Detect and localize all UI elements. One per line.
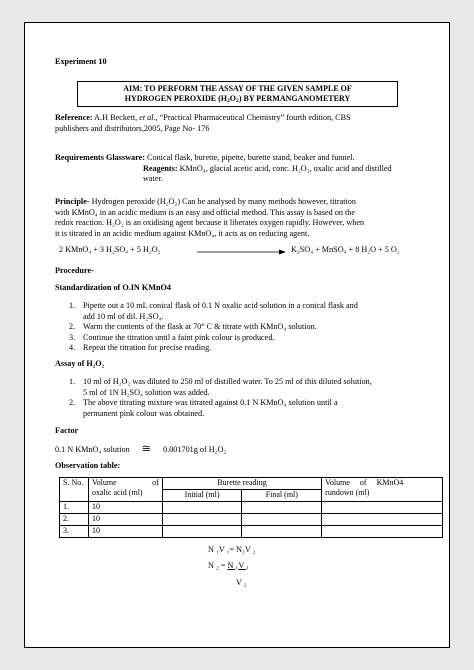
list-item: 2. Warm the contents of the flask at 70° C & titrate with KMnO₄ solution. [69, 322, 317, 331]
aim-line-1: AIM: TO PERFORM THE ASSAY OF THE GIVEN SAMPLE OF [123, 84, 352, 93]
assay-heading: Assay of H₂O₂ [55, 359, 105, 368]
header-volume: Volume of oxalic acid (ml) [88, 478, 162, 502]
factor-line: 0.1 N KMnO₄ solution ≅ 0.001701g of H₂O₂ [55, 443, 227, 455]
header-sno: S. No. [60, 478, 89, 502]
aim-box [77, 81, 398, 107]
assay-steps [69, 377, 439, 419]
list-item: 2. The above titrating mixture was titrated against 0.1 N KMnO₄ solution until a permanent pink colour was obtained. [69, 398, 338, 418]
table-row: 2. 10 [60, 514, 443, 526]
formula-line-1: N ₁V ₁= N₂V ₂ [208, 545, 256, 554]
formula-denominator: V ₂ [236, 578, 247, 587]
procedure-heading: Procedure- [55, 266, 94, 275]
table-header-row [60, 478, 443, 490]
table-row: 3. 10 [60, 526, 443, 538]
aim-line-2: HYDROGEN PEROXIDE $(H_2O_2)$ BY PERMANGANOMETERY [124, 94, 351, 104]
list-item: 1. 10 ml of H₂O₂ was diluted to 250 ml of distilled water. To 25 ml of this diluted solution, 5 ml of 1N H₂SO₄ solution was added. [69, 377, 372, 397]
factor-heading: Factor [55, 426, 79, 435]
list-item: 4. Repeat the titration for precise reading. [69, 343, 212, 352]
reference: Reference: A.H Beckett, et al., “Practical Pharmaceutical Chemistry” fourth edition, CBS publishers and distributors,2005, Page No- 176 [55, 113, 351, 133]
header-burette-reading: Burette reading [162, 478, 321, 490]
header-final: Final (ml) [242, 490, 322, 502]
document-page [24, 22, 450, 648]
list-item: 3. Continue the titration until a faint pink colour is produced. [69, 332, 275, 342]
observation-table [59, 477, 443, 538]
standardization-heading: Standardization of O.IN KMnO4 [55, 283, 172, 292]
standardization-steps [69, 301, 439, 354]
list-item: 1. Pipette out a 10 mL conical flask of 0.1 N oxalic acid solution in a conical flask and add 10 ml of dil. H₂SO₄. [69, 301, 358, 321]
experiment-heading: Experiment 10 [55, 57, 107, 66]
header-kmno4-volume: Volume of KMnO4 rundown (ml) [322, 478, 443, 502]
formula-line-2: N ₂ = N ₁V ₁ [208, 561, 250, 570]
requirements: Requirements Glassware: Conical flask, burette, pipette, burette stand, beaker and funnel. Reagents: KMnO₄, glacial acetic acid, conc. H₂O₂, oxalic acid and distilled water. [55, 153, 392, 183]
header-initial: Initial (ml) [162, 490, 242, 502]
observation-heading: Observation table: [55, 461, 121, 470]
reaction-arrow-icon [197, 249, 287, 255]
reaction-equation: 2 KMnO₄ + 3 H₂SO₄ + 5 H₂O₂ K₂SO₄ + MnSO₄ + 8 H₂O + 5 O₂ [59, 245, 400, 254]
principle: Principle- Hydrogen peroxide (H₂O₂) Can be analysed by many methods however, titration with KMnO₄ in an acidic medium is an easy and official method. This assay is based on the redox reaction. H₂O₂ is an oxidising agent because it liberates oxygen rapidly. However, when it is titrated in an acidic medium against KMnO₄, it acts as on reducing agent. [55, 197, 365, 238]
table-row: 1. 10 [60, 502, 443, 514]
